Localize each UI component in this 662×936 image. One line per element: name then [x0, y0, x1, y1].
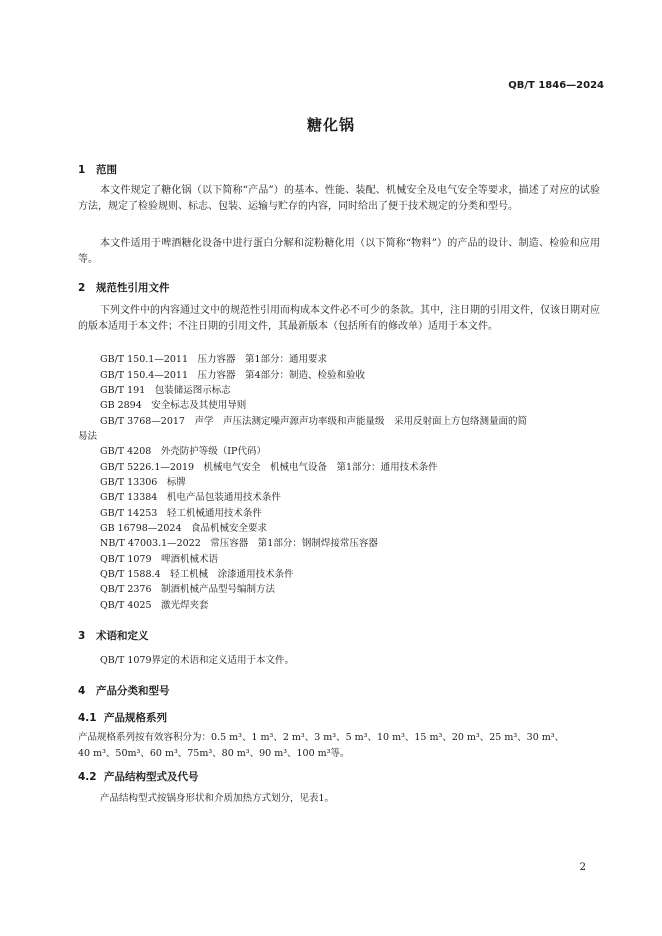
reference-item: GB/T 150.1—2011 压力容器 第1部分：通用要求 [100, 354, 328, 365]
section-number: 1 [78, 164, 86, 176]
subsection-4-1-line-2: 40 m³、50m³、60 m³、75m³、80 m³、90 m³、100 m³等。 [78, 748, 350, 759]
reference-item: QB/T 4025 激光焊夹套 [100, 600, 209, 611]
section-1-paragraph-1: 本文件规定了糖化锅（以下简称“产品”）的基本、性能、装配、机械安全及电气安全等要求，描述了对应的试验方法，规定了检验规则、标志、包装、运输与贮存的内容，同时给出了便于技术规定的分类和型号。 [78, 185, 600, 212]
subsection-4-2-heading [78, 769, 199, 784]
reference-item: GB 16798—2024 食品机械安全要求 [100, 523, 267, 534]
subsection-4-1-line-1: 产品规格系列按有效容积分为：0.5 m³、1 m³、2 m³、3 m³、5 m³、10 m³、15 m³、20 m³、25 m³、30 m³、 [78, 732, 565, 743]
subsection-number: 4.1 [78, 712, 97, 724]
reference-item: QB/T 1079 啤酒机械术语 [100, 554, 219, 565]
subsection-title: 产品结构型式及代号 [104, 771, 199, 783]
subsection-4-2-paragraph: 产品结构型式按锅身形状和介质加热方式划分，见表1。 [100, 793, 335, 804]
reference-item: GB/T 3768—2017 声学 声压法测定噪声源声功率级和声能量级 采用反射面上方包络测量面的简 [100, 416, 527, 427]
subsection-number: 4.2 [78, 771, 97, 783]
reference-item: GB/T 4208 外壳防护等级（IP代码） [100, 446, 266, 457]
subsection-title: 产品规格系列 [104, 712, 167, 724]
section-2-intro: 下列文件中的内容通过文中的规范性引用而构成本文件必不可少的条款。其中，注日期的引用文件，仅该日期对应的版本适用于本文件；不注日期的引用文件，其最新版本（包括所有的修改单）适用于本文件。 [78, 305, 600, 332]
reference-item: GB/T 14253 轻工机械通用技术条件 [100, 508, 262, 519]
reference-item-continuation: 易法 [78, 431, 98, 442]
reference-item: GB 2894 安全标志及其使用导则 [100, 400, 247, 411]
section-number: 3 [78, 630, 86, 642]
subsection-4-1-heading [78, 710, 167, 725]
section-number: 2 [78, 282, 86, 294]
reference-item: GB/T 191 包装储运图示标志 [100, 385, 231, 396]
section-1-paragraph-2: 本文件适用于啤酒糖化设备中进行蛋白分解和淀粉糖化用（以下简称“物料”）的产品的设计、制造、检验和应用等。 [78, 238, 600, 265]
reference-item: GB/T 5226.1—2019 机械电气安全 机械电气设备 第1部分：通用技术条件 [100, 462, 438, 473]
section-4-heading [78, 683, 170, 698]
document-title: 糖化锅 [306, 116, 355, 134]
page-number: 2 [579, 862, 586, 873]
reference-item: QB/T 1588.4 轻工机械 涂漆通用技术条件 [100, 569, 294, 580]
reference-item: GB/T 13306 标牌 [100, 477, 186, 488]
reference-item: NB/T 47003.1—2022 常压容器 第1部分：钢制焊接常压容器 [100, 538, 378, 549]
section-3-heading [78, 628, 149, 643]
section-title: 范围 [96, 164, 117, 176]
section-number: 4 [78, 685, 86, 697]
reference-item: QB/T 2376 制酒机械产品型号编制方法 [100, 584, 276, 595]
section-title: 规范性引用文件 [96, 282, 170, 294]
section-title: 产品分类和型号 [96, 685, 170, 697]
section-2-heading [78, 280, 170, 295]
section-1-heading [78, 162, 117, 177]
reference-item: GB/T 13384 机电产品包装通用技术条件 [100, 492, 281, 503]
section-title: 术语和定义 [96, 630, 149, 642]
section-3-paragraph: QB/T 1079界定的术语和定义适用于本文件。 [100, 655, 295, 666]
standard-code: QB/T 1846—2024 [508, 80, 604, 91]
reference-item: GB/T 150.4—2011 压力容器 第4部分：制造、检验和验收 [100, 370, 366, 381]
